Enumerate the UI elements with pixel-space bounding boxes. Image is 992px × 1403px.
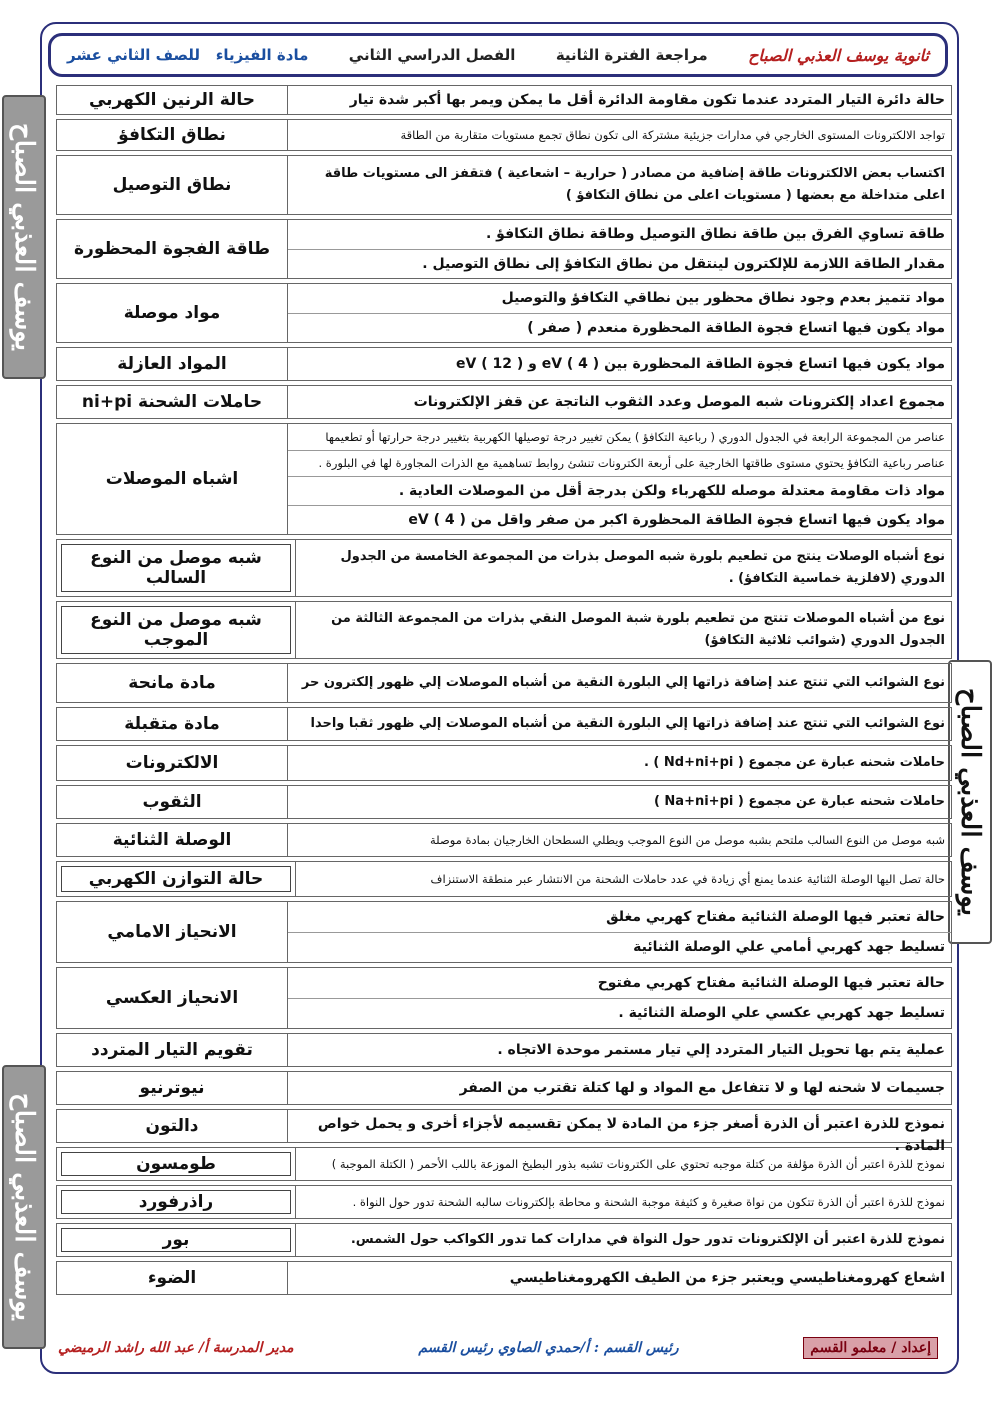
definition-list [287,902,951,962]
definition-row [56,1033,952,1067]
definition-row [56,423,952,535]
definition-list [287,708,951,740]
definition-text: جسيمات لا شحنه لها و لا تتفاعل مع المواد و لها كتلة تقترب من الصفر [459,1080,945,1096]
definition-list [287,424,951,534]
definition-text: مقدار الطاقة اللازمة للإلكترون لينتقل من نطاق التكافؤ إلى نطاق التوصيل . [422,255,945,272]
term-label: الالكترونات [125,753,219,773]
definition-row [56,347,952,381]
subject-label: مادة الفيزياء [215,46,309,64]
definition-list [287,220,951,278]
definition-row [56,283,952,343]
definition-text: حالة تعتبر فيها الوصلة الثنائية مفتاح كهربي مفتوح [288,968,951,999]
prepared-by: إعداد / معلمو القسم [803,1337,938,1359]
definition-row [56,1223,952,1257]
definition-list [287,1072,951,1104]
definition-list [287,386,951,418]
term-label: نيوترنيو [139,1078,205,1098]
definition-text: حاملات شحنه عبارة عن مجموع ( Nd+ni+pi ) . [643,755,945,770]
definition-list [287,284,951,342]
page-footer [58,1333,938,1363]
definition-list [295,1186,951,1218]
term-label: المواد العازلة [117,354,227,374]
term-label: الثقوب [142,792,202,812]
definition-list [287,968,951,1028]
definition-list [287,664,951,702]
definition-text: شبه موصل من النوع السالب ملتحم بشبه موصل من النوع الموجب ويطلي السطحان الخارجيان بمادة موصلة [430,833,945,847]
definition-row [56,901,952,963]
definition-list [287,348,951,380]
term-label: الوصلة الثنائية [112,830,232,850]
definition-text: مواد يكون فيها اتساع فجوة الطاقة المحظورة بين eV ( 4 ) و eV ( 12 ) [456,356,945,372]
term-label: حالة التوازن الكهربي [61,866,291,892]
definition-list [295,1148,951,1180]
definition-text: نموذج للذرة اعتبر أن الذرة أصغر جزء من المادة لا يمكن تقسيمه لأجزاء أخرى و يحمل خواص المادة . [317,1116,945,1154]
definition-row [56,1185,952,1219]
definition-row [56,601,952,659]
term-label: الانحياز العكسي [105,988,239,1008]
definition-row [56,385,952,419]
page-header [48,33,948,77]
definition-text: اشعاع كهرومغناطيسي ويعتبر جزء من الطيف الكهرومغناطيسي [509,1270,945,1286]
school-manager: مدير المدرسة أ/ عبد الله راشد الرميضي [58,1340,294,1356]
definition-row [56,861,952,897]
definition-row [56,1147,952,1181]
definition-list [295,540,951,596]
definition-text: تواجد الالكترونات المستوى الخارجي في مدارات جزيئية مشتركة الى تكون نطاق تجمع مستويات متقاربة من الطاقة [400,128,945,142]
term-label: مادة مانحة [128,673,216,693]
definition-text: عملية يتم بها تحويل التيار المتردد إلي تيار مستمر موحدة الاتجاه . [497,1042,945,1058]
definitions-table [56,85,952,1299]
term-label: طاقة الفجوة المحظورة [74,239,270,259]
definition-list [287,1262,951,1294]
side-watermark-top-left: يوسف العذبي الصباح [2,95,46,379]
term-label: راذرفورد [61,1190,291,1214]
definition-text: مواد تتميز بعدم وجود نطاق محظور بين نطاقي التكافؤ والتوصيل [288,284,951,314]
term-label: شبه موصل من النوع الموجب [61,606,291,654]
review-title: مراجعة الفترة الثانية [555,46,708,64]
definition-text: طاقة تساوي الفرق بين طاقة نطاق التوصيل وطاقة نطاق التكافؤ . [288,220,951,250]
definition-row [56,707,952,741]
definition-list [287,1034,951,1066]
definition-text: نموذج للذرة اعتبر أن الذرة تتكون من نواة صغيرة و كثيفة موجبة الشحنة و محاطة بإلكترونات سالبه الشحنة تدور حول النواة . [352,1195,945,1209]
side-watermark-right: يوسف العذبي الصباح [948,660,992,944]
definition-row [56,155,952,215]
department-head: رئيس القسم : أ/حمدي الصاوي رئيس القسم [418,1340,679,1356]
definition-text: عناصر رباعية التكافؤ يحتوي مستوى طاقتها الخارجية على أربعة الكترونات تنشئ روابط تساهمية مع الذرات المجاورة لها في البلورة . [288,451,951,478]
term-label: الانحياز الامامي [107,922,237,942]
term-label: حاملات الشحنة ni+pi [81,392,263,412]
definition-row [56,663,952,703]
definition-row [56,823,952,857]
definition-list [287,86,951,114]
definition-row [56,785,952,819]
definition-text: مواد يكون فيها اتساع فجوة الطاقة المحظورة اكبر من صفر واقل من eV ( 4 ) [408,512,945,528]
definition-text: مجموع اعداد إلكترونات شبه الموصل وعدد الثقوب الناتجة عن قفز الإلكترونات [413,394,945,410]
term-label: بور [61,1228,291,1252]
definition-row [56,1261,952,1295]
term-label: حالة الرنين الكهربي [88,90,256,110]
definition-list [295,862,951,896]
term-label: اشباه الموصلات [105,469,239,489]
definition-text: نوع أشباه الوصلات ينتج من تطعيم بلورة شبه الموصل بذرات من المجموعة الخامسة من الجدول الدوري (لافلزية خماسية التكافؤ) . [340,549,945,586]
definition-text: حالة تعتبر فيها الوصلة الثنائية مفتاح كهربي مغلق [288,902,951,933]
term-label: نطاق التوصيل [112,175,232,195]
definition-text: نوع الشوائب التي تنتج عند إضافة ذراتها إلي البلورة النقية من أشباه الموصلات إلي ظهور ثقبا واحدا [310,716,945,731]
definition-text: نموذج للذرة اعتبر أن الذرة مؤلفة من كتلة موجبه تحتوي على الكترونات تشبه بذور البطيخ الموزعة باللب الأحمر ( الكتلة الموجبة ) [331,1157,945,1171]
definition-row [56,539,952,597]
term-label: مادة متقبلة [124,714,220,734]
definition-row [56,1071,952,1105]
definition-list [295,1224,951,1256]
definition-text: اكتساب بعض الالكترونات طاقة إضافية من مصادر ( حرارية – اشعاعية ) فتقفز الى مستويات طاقة اعلى متداخلة مع بعضها ( مستويات اعلى من نطاق التكافؤ ) [324,166,945,203]
definition-row [56,745,952,781]
definition-text: تسليط جهد كهربي عكسي علي الوصلة الثنائية . [618,1005,945,1022]
semester-label: الفصل الدراسي الثاني [348,46,516,64]
definition-list [287,786,951,818]
school-name: ثانوية يوسف العذبي الصباح [748,45,929,65]
definition-row [56,219,952,279]
definition-list [287,746,951,780]
term-label: طومسون [61,1152,291,1176]
definition-list [295,602,951,658]
definition-row [56,1109,952,1154]
side-watermark-bottom-left: يوسف العذبي الصباح [2,1065,46,1349]
term-label: دالتون [145,1116,199,1136]
definition-list [287,120,951,150]
definition-text: حالة تصل اليها الوصلة الثنائية عندما يمنع أي زيادة في عدد حاملات الشحنة من الانتشار عبر منطقة الاستنزاف [430,872,945,886]
definition-text: نوع الشوائب التي تنتج عند إضافة ذراتها إلي البلورة النقية من أشباه الموصلات إلي ظهور إلكترون حر [301,675,945,690]
term-label: نطاق التكافؤ [118,125,226,145]
definition-text: حاملات شحنه عبارة عن مجموع ( Na+ni+pi ) [653,794,945,809]
term-label: شبه موصل من النوع السالب [61,544,291,592]
term-label: تقويم التيار المتردد [91,1040,253,1060]
definition-list [287,824,951,856]
term-label: مواد موصلة [123,303,221,323]
definition-row [56,85,952,115]
definition-text: مواد يكون فيها اتساع فجوة الطاقة المحظورة منعدم ( صفر ) [527,319,945,336]
definition-row [56,119,952,151]
definition-text: نموذج للذرة اعتبر أن الإلكترونات تدور حول النواة في مدارات كما تدور الكواكب حول الشمس. [350,1232,945,1247]
definition-row [56,967,952,1029]
definition-list [287,156,951,214]
definition-text: مواد ذات مقاومة معتدلة موصله للكهرباء ولكن بدرجة أقل من الموصلات العادية . [288,477,951,506]
grade-label: للصف الثاني عشر [67,46,201,64]
definition-list [287,1110,951,1154]
definition-text: عناصر من المجموعة الرابعة في الجدول الدوري ( رباعية التكافؤ ) يمكن تغيير درجة توصيلها الكهربية بتغيير درجة حرارتها أو تطعيمها [288,424,951,451]
definition-text: حالة دائرة التيار المتردد عندما تكون مقاومة الدائرة أقل ما يمكن ويمر بها أكبر شدة تيار [349,92,945,108]
definition-text: تسليط جهد كهربي أمامي علي الوصلة الثنائية [633,939,945,956]
term-label: الضوء [147,1268,197,1288]
definition-text: نوع من أشباه الموصلات تنتج من تطعيم بلورة شبة الموصل النقي بذرات من المجموعة الثالثة من الجدول الدوري (شوائب ثلاثية التكافؤ) [331,611,945,648]
